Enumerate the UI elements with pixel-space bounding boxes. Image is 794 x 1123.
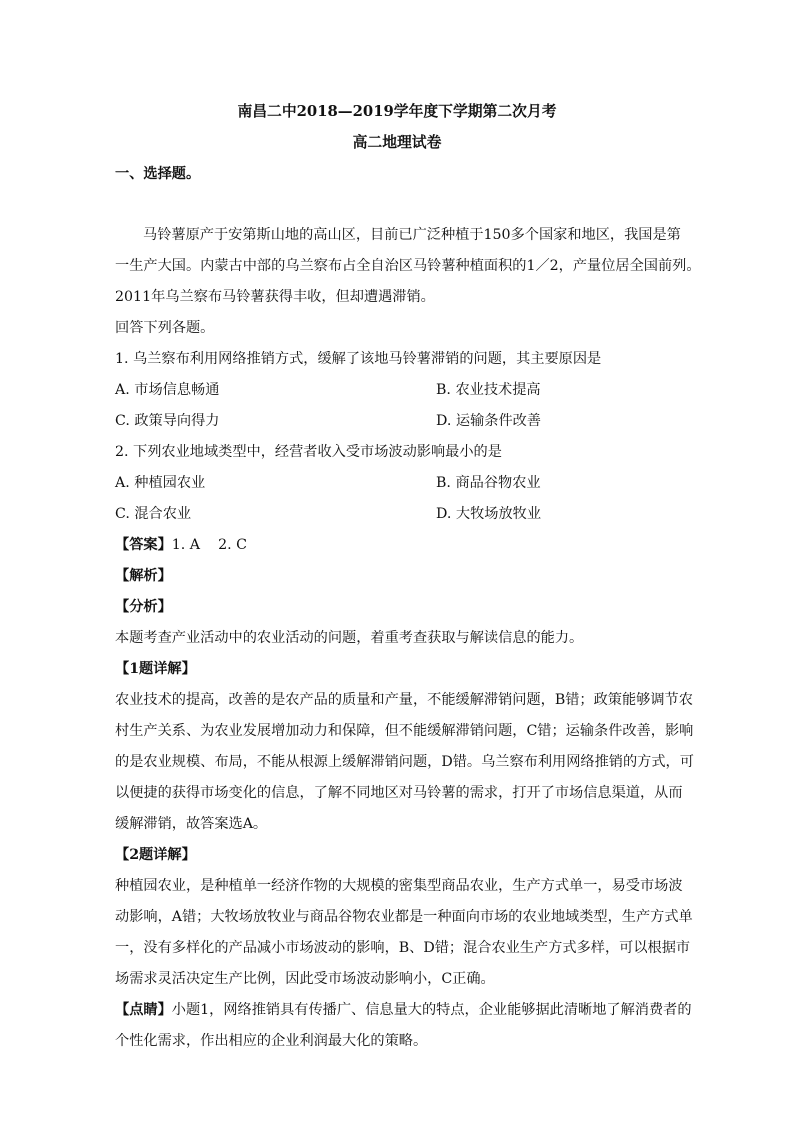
answer-text: 1. A 2. C — [171, 537, 247, 553]
dianjing-row — [115, 1000, 692, 1020]
detail-1-label: 【1题详解】 — [115, 661, 196, 677]
exam-subtitle: 高二地理试卷 — [352, 134, 442, 151]
q1-option-d: D. 运输条件改善 — [436, 413, 542, 429]
detail-1-line-2: 村生产关系、为农业发展增加动力和保障，但不能缓解滞销问题，C错；运输条件改善，影响 — [115, 723, 694, 739]
fenxi-text: 本题考查产业活动中的农业活动的问题，着重考查获取与解读信息的能力。 — [115, 630, 584, 646]
detail-2-line-3: 一，没有多样化的产品减小市场波动的影响，B、D错；混合农业生产方式多样，可以根据市 — [115, 940, 691, 956]
dianjing-line-2: 个性化需求，作出相应的企业利润最大化的策略。 — [115, 1033, 428, 1049]
q2-option-c: C. 混合农业 — [115, 506, 192, 522]
passage-line-2: 一生产大国。内蒙古中部的乌兰察布占全自治区马铃薯种植面积的1／2，产量位居全国前列。 — [115, 258, 701, 274]
detail-1-line-4: 以便捷的获得市场变化的信息，了解不同地区对马铃薯的需求，打开了市场信息渠道，从而 — [115, 785, 683, 801]
detail-2-line-4: 场需求灵活决定生产比例，因此受市场波动影响小，C正确。 — [115, 971, 495, 987]
passage-line-3: 2011年乌兰察布马铃薯获得丰收，但却遭遇滞销。 — [115, 289, 435, 305]
q1-option-a: A. 市场信息畅通 — [115, 382, 220, 398]
dianjing-line-1: 小题1，网络推销具有传播广、信息量大的特点，企业能够据此清晰地了解消费者的 — [171, 1002, 692, 1018]
analysis-label: 【解析】 — [115, 568, 172, 584]
q1-option-b: B. 农业技术提高 — [436, 382, 541, 398]
question-2-stem: 2. 下列农业地域类型中，经营者收入受市场波动影响最小的是 — [115, 444, 502, 460]
fenxi-label: 【分析】 — [115, 599, 172, 615]
detail-1-line-1: 农业技术的提高，改善的是农产品的质量和产量，不能缓解滞销问题，B错；政策能够调节农 — [115, 692, 693, 708]
answer-row — [115, 535, 247, 555]
q2-option-d: D. 大牧场放牧业 — [436, 506, 542, 522]
q2-option-b: B. 商品谷物农业 — [436, 475, 541, 491]
q1-option-c: C. 政策导向得力 — [115, 413, 220, 429]
answer-label: 【答案】 — [115, 537, 172, 553]
detail-2-line-1: 种植园农业，是种植单一经济作物的大规模的密集型商品农业，生产方式单一，易受市场波 — [115, 878, 683, 894]
detail-1-line-3: 的是农业规模、布局，不能从根源上缓解滞销问题，D错。乌兰察布利用网络推销的方式，可 — [115, 754, 694, 770]
dianjing-label: 【点睛】 — [115, 1002, 172, 1018]
detail-2-line-2: 动影响，A错；大牧场放牧业与商品谷物农业都是一种面向市场的农业地域类型，生产方式单 — [115, 909, 693, 925]
passage-line-1: 马铃薯原产于安第斯山地的高山区，目前已广泛种植于150多个国家和地区，我国是第 — [143, 227, 681, 243]
exam-title: 南昌二中2018—2019学年度下学期第二次月考 — [237, 103, 557, 120]
passage-prompt: 回答下列各题。 — [115, 320, 215, 336]
q2-option-a: A. 种植园农业 — [115, 475, 206, 491]
question-1-stem: 1. 乌兰察布利用网络推销方式，缓解了该地马铃薯滞销的问题，其主要原因是 — [115, 351, 602, 367]
section-heading: 一、选择题。 — [115, 166, 201, 182]
detail-1-line-5: 缓解滞销，故答案选A。 — [115, 816, 268, 832]
detail-2-label: 【2题详解】 — [115, 847, 196, 863]
